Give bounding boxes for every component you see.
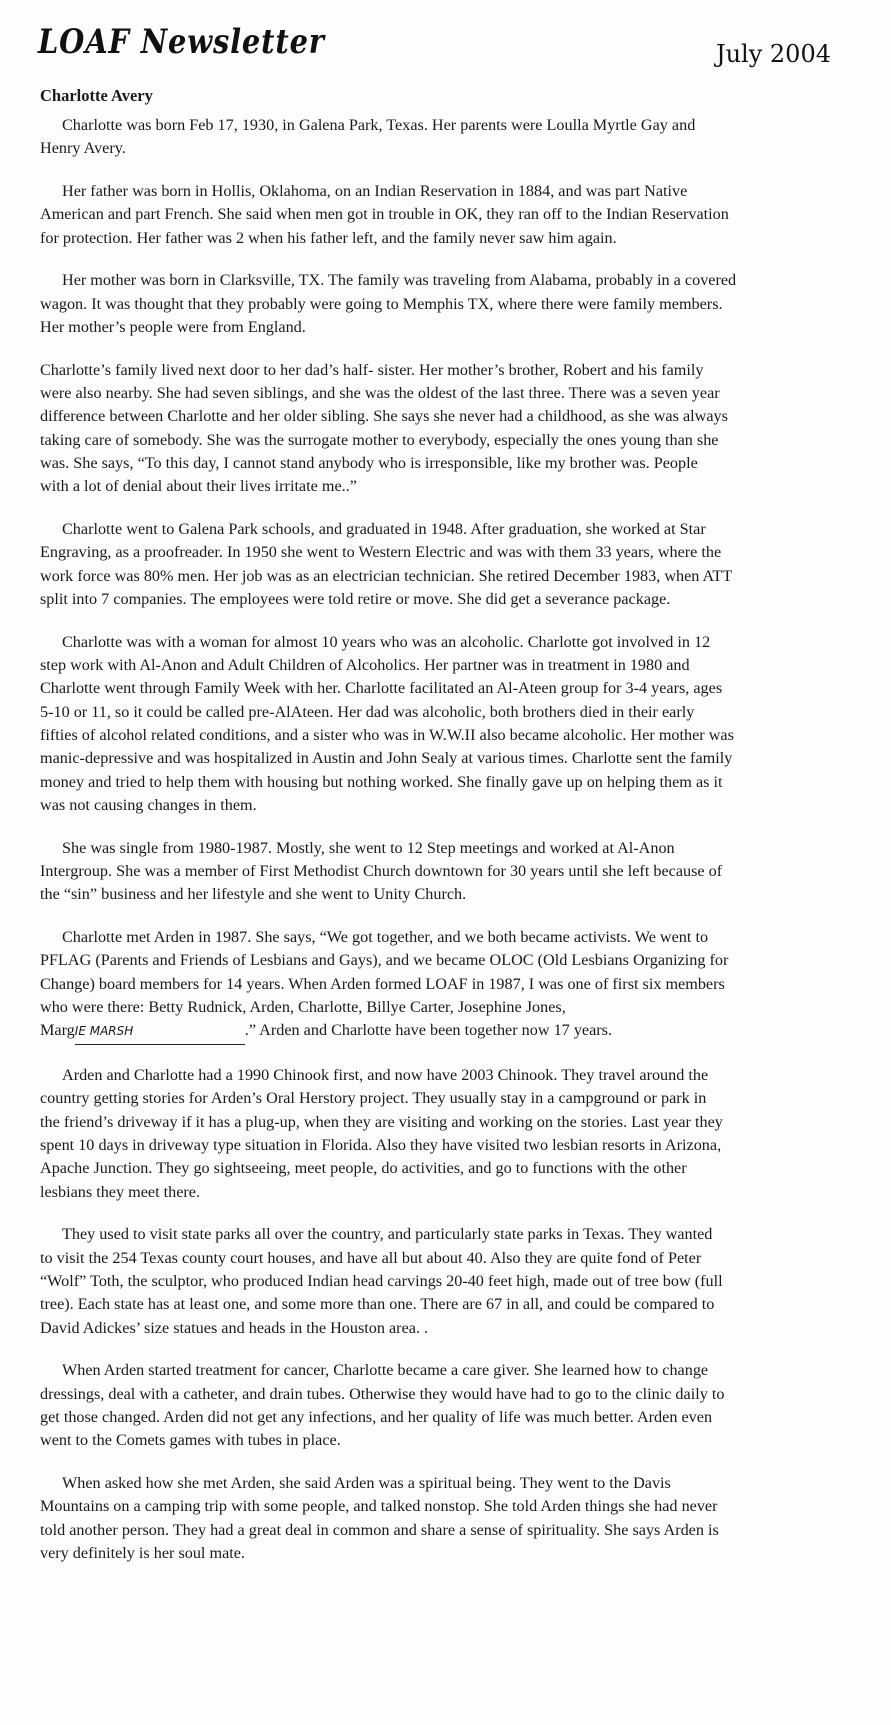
paragraph <box>40 180 870 250</box>
paragraph <box>40 1064 870 1204</box>
paragraph <box>40 269 870 339</box>
paragraph <box>40 631 870 817</box>
text-line: difference between Charlotte and her older sibling. She says she never had a childhood, as she was always <box>40 407 728 426</box>
text-line: Her mother’s people were from England. <box>40 318 306 337</box>
paragraph <box>40 1223 870 1339</box>
text-line: was. She says, “To this day, I cannot stand anybody who is irresponsible, like my brother was. People <box>40 454 698 473</box>
text-line: Charlotte went to Galena Park schools, and graduated in 1948. After graduation, she worked at Star <box>62 520 706 539</box>
text-line <box>40 1019 870 1044</box>
text-line: was not causing changes in them. <box>40 795 257 814</box>
text-line: fifties of alcohol related conditions, and a sister who was in W.W.II also became alcoholic. Her mother was <box>40 726 734 745</box>
text-line: wagon. It was thought that they probably were going to Memphis TX, where there were family members. <box>40 294 723 313</box>
text-line: “Wolf” Toth, the sculptor, who produced Indian head carvings 20-40 feet high, made out of tree bow (full <box>40 1271 723 1290</box>
text-line: manic-depressive and was hospitalized in Austin and John Sealy at various times. Charlotte sent the family <box>40 749 733 768</box>
text-line: lesbians they meet there. <box>40 1182 201 1201</box>
text-line: When asked how she met Arden, she said Arden was a spiritual being. They went to the Davis <box>62 1474 671 1493</box>
text-line: David Adickes’ size statues and heads in the Houston area. . <box>40 1318 429 1337</box>
text-line: the friend’s driveway if it has a plug-up, when they are visiting and working on the stories. Last year they <box>40 1112 723 1131</box>
article-body <box>40 114 870 1585</box>
text-line: taking care of somebody. She was the surrogate mother to everybody, especially the ones young than she <box>40 430 719 449</box>
text-line: told another person. They had a great deal in common and share a sense of spirituality. She says Arden is <box>40 1520 719 1539</box>
text-line: They used to visit state parks all over the country, and particularly state parks in Texas. They wanted <box>62 1225 713 1244</box>
text-fragment: Marg <box>40 1021 75 1040</box>
text-line: Intergroup. She was a member of First Methodist Church downtown for 30 years until she left because of <box>40 862 723 881</box>
paragraph <box>40 518 870 611</box>
text-line: get those changed. Arden did not get any infections, and her quality of life was much better. Arden even <box>40 1407 713 1426</box>
text-line: with a lot of denial about their lives irritate me..” <box>40 477 357 496</box>
paragraph <box>40 926 870 1044</box>
text-line: the “sin” business and her lifestyle and she went to Unity Church. <box>40 885 467 904</box>
text-line: Charlotte was with a woman for almost 10 years who was an alcoholic. Charlotte got involved in 12 <box>62 632 711 651</box>
issue-date: July 2004 <box>715 40 831 68</box>
paragraph <box>40 837 870 907</box>
paragraph <box>40 1359 870 1452</box>
text-line: American and part French. She said when men got in trouble in OK, they ran off to the Indian Reservation <box>40 205 729 224</box>
text-line: split into 7 companies. The employees were told retire or move. She did get a severance package. <box>40 590 671 609</box>
text-line: Charlotte went through Family Week with her. Charlotte facilitated an Al-Ateen group for 3-4 years, ages <box>40 679 723 698</box>
text-line: Her mother was born in Clarksville, TX. The family was traveling from Alabama, probably in a covered <box>62 271 737 290</box>
text-line: country getting stories for Arden’s Oral Herstory project. They usually stay in a campground or park in <box>40 1089 707 1108</box>
text-line: Apache Junction. They go sightseeing, meet people, do activities, and go to functions with the other <box>40 1159 687 1178</box>
text-line: Mountains on a camping trip with some people, and talked nonstop. She told Arden things she had never <box>40 1497 718 1516</box>
text-line: Engraving, as a proofreader. In 1950 she went to Western Electric and was with them 33 years, where the <box>40 543 722 562</box>
paragraph <box>40 359 870 499</box>
text-fragment: .” Arden and Charlotte have been together now 17 years. <box>244 1021 613 1040</box>
text-line: When Arden started treatment for cancer, Charlotte became a care giver. She learned how to change <box>62 1361 709 1380</box>
handwritten-name: IE MARSH <box>75 1020 245 1044</box>
text-line: money and tried to help them with housing but nothing worked. She finally gave up on helping them as it <box>40 772 723 791</box>
paragraph <box>40 1472 870 1565</box>
text-line: tree). Each state has at least one, and some more than one. There are 67 in all, and could be compared to <box>40 1295 715 1314</box>
text-line: She was single from 1980-1987. Mostly, she went to 12 Step meetings and worked at Al-Anon <box>62 838 675 857</box>
newsletter-title: LOAF Newsletter <box>38 22 325 62</box>
text-line: were also nearby. She had seven siblings, and she was the oldest of the last three. There was a seven year <box>40 384 720 403</box>
text-line: Her father was born in Hollis, Oklahoma, on an Indian Reservation in 1884, and was part Native <box>62 182 688 201</box>
text-line: Change) board members for 14 years. When Arden formed LOAF in 1987, I was one of first six members <box>40 974 725 993</box>
text-line: Charlotte was born Feb 17, 1930, in Galena Park, Texas. Her parents were Loulla Myrtle Gay and <box>62 116 696 134</box>
text-line: Arden and Charlotte had a 1990 Chinook first, and now have 2003 Chinook. They travel around the <box>62 1066 709 1085</box>
text-line: work force was 80% men. Her job was as an electrician technician. She retired December 1983, when ATT <box>40 566 733 585</box>
text-line: Henry Avery. <box>40 139 126 158</box>
text-line: very definitely is her soul mate. <box>40 1543 245 1562</box>
article-title: Charlotte Avery <box>40 86 153 105</box>
text-line: step work with Al-Anon and Adult Children of Alcoholics. Her partner was in treatment in 1980 and <box>40 656 690 675</box>
text-line: Charlotte’s family lived next door to her dad’s half- sister. Her mother’s brother, Robert and his family <box>40 360 704 379</box>
text-line: dressings, deal with a catheter, and drain tubes. Otherwise they would have had to go to the clinic daily to <box>40 1384 725 1403</box>
text-line: who were there: Betty Rudnick, Arden, Charlotte, Billye Carter, Josephine Jones, <box>40 998 566 1016</box>
text-line: to visit the 254 Texas county court houses, and have all but about 40. Also they are quite fond of Peter <box>40 1248 702 1267</box>
paragraph <box>40 114 870 161</box>
text-line: PFLAG (Parents and Friends of Lesbians and Gays), and we became OLOC (Old Lesbians Organizing for <box>40 951 729 970</box>
text-line: 5-10 or 11, so it could be called pre-AlAteen. Her dad was alcoholic, both brothers died in their early <box>40 702 695 721</box>
text-line: Charlotte met Arden in 1987. She says, “We got together, and we both became activists. We went to <box>62 928 709 947</box>
text-line: went to the Comets games with tubes in place. <box>40 1431 341 1450</box>
text-line: spent 10 days in driveway type situation in Florida. Also they have visited two lesbian resorts in Arizona, <box>40 1135 722 1154</box>
text-line: for protection. Her father was 2 when his father left, and the family never saw him again. <box>40 228 617 247</box>
